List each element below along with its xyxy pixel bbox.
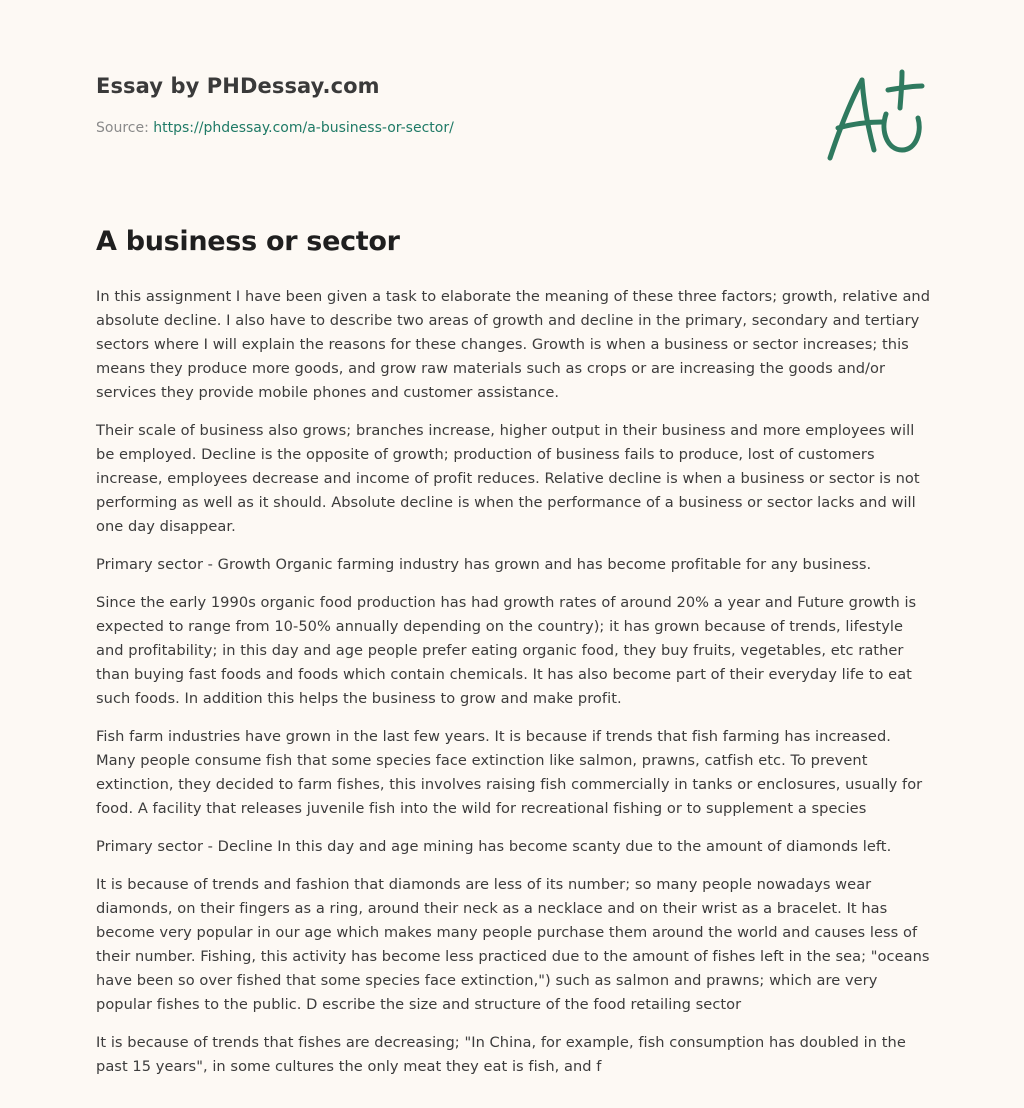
- essay-header: [96, 74, 796, 136]
- paragraph: It is because of trends that fishes are decreasing; "In China, for example, fish consumption has doubled in the past 15 years", in some cultures the only meat they eat is fish, and f: [96, 1034, 906, 1075]
- essay-body: [96, 285, 932, 1093]
- source-link[interactable]: https://phdessay.com/a-business-or-sector/: [153, 120, 454, 136]
- paragraph: Fish farm industries have grown in the last few years. It is because if trends that fish farming has increased. Many people consume fish that some species face extinction like salmon, prawns, catfish etc. To prevent extinction, they decided to farm fishes, this involves raising fish commercially in tanks or enclosures, usually for food. A facility that releases juvenile fish into the wild for recreational fishing or to supplement a species: [96, 728, 923, 817]
- paragraph: Their scale of business also grows; branches increase, higher output in their business and more employees will be employed. Decline is the opposite of growth; production of business fails to produce, lost of customers increase, employees decrease and income of profit reduces. Relative decline is when a business or sector is not performing as well as it should. Absolute decline is when the performance of a business or sector lacks and will one day disappear.: [96, 422, 920, 535]
- paragraph: Primary sector - Growth Organic farming industry has grown and has become profitable for any business.: [96, 556, 872, 573]
- paragraph: It is because of trends and fashion that diamonds are less of its number; so many people nowadays wear diamonds, on their fingers as a ring, around their neck as a necklace and on their wrist as a bracelet. It has become very popular in our age which makes many people purchase them around the world and causes less of their number. Fishing, this activity has become less practiced due to the amount of fishes left in the sea; "oceans have been so over fished that some species face extinction,") such as salmon and prawns; which are very popular fishes to the public. D escribe the size and structure of the food retailing sector: [96, 876, 930, 1013]
- paragraph: Since the early 1990s organic food production has had growth rates of around 20% a year and Future growth is expected to range from 10-50% annually depending on the country); it has grown because of trends, lifestyle and profitability; in this day and age people prefer eating organic food, they buy fruits, vegetables, etc rather than buying fast foods and foods which contain chemicals. It has also become part of their everyday life to eat such foods. In addition this helps the business to grow and make profit.: [96, 594, 917, 707]
- source-line: [96, 120, 796, 136]
- brand-title: Essay by PHDessay.com: [96, 74, 380, 98]
- paragraph: Primary sector - Decline In this day and age mining has become scanty due to the amount of diamonds left.: [96, 838, 892, 855]
- a-plus-logo-icon: [818, 66, 928, 166]
- paragraph: In this assignment I have been given a task to elaborate the meaning of these three factors; growth, relative and absolute decline. I also have to describe two areas of growth and decline in the primary, secondary and tertiary sectors where I will explain the reasons for these changes. Growth is when a business or sector increases; this means they produce more goods, and grow raw materials such as crops or are increasing the goods and/or services they provide mobile phones and customer assistance.: [96, 288, 931, 401]
- source-label: Source:: [96, 120, 154, 136]
- essay-title: A business or sector: [96, 226, 400, 257]
